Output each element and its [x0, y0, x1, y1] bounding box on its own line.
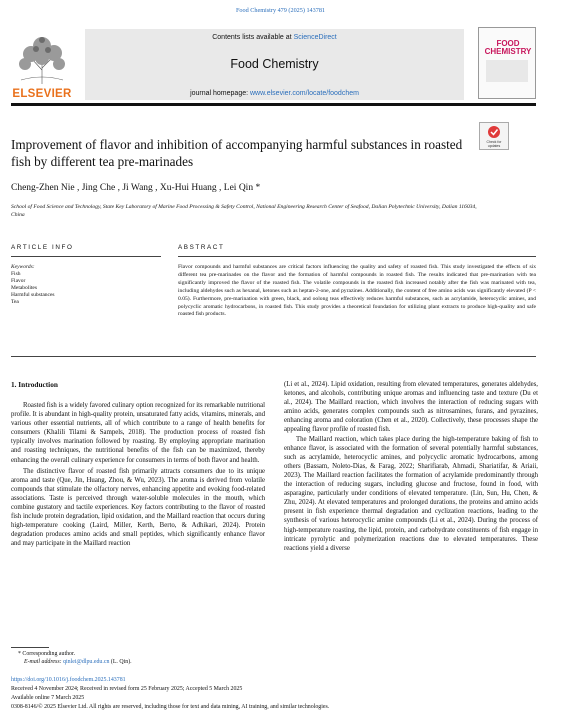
received-dates: Received 4 November 2024; Received in revised form 25 February 2025; Accepted 5 March 2025 [11, 686, 243, 692]
intro-heading: 1. Introduction [11, 380, 58, 389]
author-list: Cheng-Zhen Nie , Jing Che , Ji Wang , Xu-Hui Huang , Lei Qin * [11, 183, 261, 193]
abstract-text: Flavor compounds and harmful substances are critical factors influencing the quality and safety of roasted fish. This study investigated the effects of six different tea pre-marinades on the flavor and the formation of harmful compounds in roasted fish. The results indicated that pre-marination with tea significantly improved the flavor of the roasted fish. The volatile compounds in the roasted fish increased notably after the fish was marinated with tea, including aldehydes such as hexanal, ketones such as heptan-2-one, and pyrazines. Additionally, the content of free amino acids was significantly elevated (P < 0.05). Furthermore, pre-marination with green, black, and oolong teas effectively reduces harmful substances, such as acrylamide, heterocyclic amines, and polycyclic aromatic hydrocarbons, in roasted fish. This study provides a theoretical foundation for utilizing plant extracts to produce high-quality and safe roasted fish products. [178, 264, 536, 318]
header-rule [11, 103, 536, 106]
keyword-item: Flavor [11, 278, 26, 285]
homepage-prefix: journal homepage: [190, 90, 250, 97]
intro-paragraph: Roasted fish is a widely favored culinary option recognized for its remarkable nutritional profile. It is abundant in high-quality protein, unsaturated fatty acids, vitamins, minerals, and various other essential nutrients, all of which contribute to a range of health benefits for consumers (Khalili Tilami & Sampels, 2018). The production process of roasted fish typically involves marination followed by roasting. By employing appropriate marination and roasting techniques, the nutritional benefits of the fish can be maximized, thereby enhancing the overall culinary experience for consumers in terms of both flavor and health. [11, 402, 265, 464]
abstract-heading: ABSTRACT [178, 244, 225, 251]
homepage-link[interactable]: www.elsevier.com/locate/foodchem [250, 90, 359, 97]
article-info-heading: ARTICLE INFO [11, 244, 74, 251]
journal-name: Food Chemistry [230, 57, 319, 71]
check-for-updates-badge[interactable] [479, 122, 509, 150]
check-updates-icon [480, 123, 508, 149]
cover-graphic [486, 60, 528, 82]
right-column [284, 380, 538, 553]
copyright-line: 0308-8146/© 2025 Elsevier Ltd. All rights are reserved, including those for text and data mining, AI training, and similar technologies. [11, 704, 330, 710]
footnote-rule [11, 647, 49, 648]
keywords-label: Keywords: [11, 264, 35, 270]
sciencedirect-link[interactable]: ScienceDirect [293, 34, 337, 41]
intro-paragraph: The distinctive flavor of roasted fish primarily attracts consumers due to its unique aroma and taste (Que, Jin, Huang, Zhou, & Wu, 2023). The aroma is derived from volatile compounds that stimulate the olfactory nerves, enhancing appetite and evoking food-related associations. Taste is perceived through water-soluble molecules in the mouth, which combine gustatory and tactile experiences. Key factors contributing to the flavor of roasted fish include protein degradation, lipid oxidation, and the Maillard reaction that occurs during high-temperature cooking (Laird, Miller, Kerth, Berto, & Adhikari, 2024). Protein degradation produces amino acids and small peptides, which significantly enhance flavor and may participate in the Maillard reaction [11, 467, 265, 548]
email-link[interactable]: qinlei@dlpu.edu.cn [63, 659, 110, 665]
publisher-name: ELSEVIER [12, 88, 72, 100]
cover-title: FOOD CHEMISTRY [484, 39, 532, 56]
intro-paragraph: (Li et al., 2024). Lipid oxidation, resulting from elevated temperatures, generates aldehydes, ketones, and alcohols, contributing unique aromas and influencing taste and texture (Du et al., 2024). The Maillard reaction, which involves the interaction of reducing sugars with amino acids, generates complex compounds such as nitrosamines, furans, and pyrazines, enhancing aroma and coloration (Chen et al., 2020). Collectively, these processes shape the appealing flavor profile of roasted fish. [284, 381, 538, 434]
svg-text:updates: updates [487, 144, 501, 148]
author-affiliation: School of Food Science and Technology, State Key Laboratory of Marine Food Processing & Safety Control, National Engineering Research Center of Seafood, Dalian Polytechnic University, Dalian 116034, China [11, 204, 477, 219]
article-title: Improvement of flavor and inhibition of accompanying harmful substances in roasted fish by different tea pre-marinades [11, 137, 463, 169]
journal-citation[interactable]: Food Chemistry 479 (2025) 143781 [235, 7, 326, 14]
article-info-rule [11, 256, 161, 257]
keyword-item: Harmful substances [11, 292, 55, 299]
svg-text:Check for: Check for [486, 140, 502, 144]
left-column [11, 401, 265, 549]
email-line [24, 658, 132, 666]
keywords-block [11, 264, 161, 307]
keyword-item: Metabolites [11, 285, 37, 292]
contents-prefix: Contents lists available at [212, 34, 294, 41]
abstract-bottom-rule [11, 356, 536, 357]
email-label: E-mail address: [24, 659, 64, 665]
available-online: Available online 7 March 2025 [11, 695, 85, 701]
keyword-item: Tea [11, 299, 19, 306]
email-suffix: (L. Qin). [109, 659, 132, 665]
intro-paragraph: The Maillard reaction, which takes place during the high-temperature baking of fish to enhance flavor, is associated with the formation of several potentially harmful substances, such as acrylamide, heterocyclic amines, and polycyclic aromatic hydrocarbons, among others (Bassam, Noleto-Dias, & Farag, 2022; Sharifiarab, Ahmadi, Shariatifar, & Ariaii, 2023). The Maillard reaction facilitates the formation of acrylamide predominantly through the interaction of reducing sugars, including glucose and fructose, found in food, with asparagine, particularly under conditions of elevated temperature. (Lin, Sun, Hu, Chen, & Zhu, 2024). At elevated temperatures and prolonged durations, the proteins and amino acids present in fish experience thermal degradation and cyclization reactions, leading to the synthesis of various heterocyclic amine compounds (Li et al., 2024). During the process of high-temperature roasting, the lipid, protein, and carbohydrate constituents of fish engage in intricate pyrolytic and polymerization reactions due to elevated temperatures. These reactions yield a diverse [284, 435, 538, 552]
keyword-item: Fish [11, 271, 21, 278]
doi-link[interactable]: https://doi.org/10.1016/j.foodchem.2025.143781 [11, 677, 126, 683]
contents-line [85, 34, 464, 41]
homepage-line [85, 90, 464, 97]
corresponding-author-note: * Corresponding author. [18, 651, 76, 657]
abstract-rule [178, 256, 536, 257]
